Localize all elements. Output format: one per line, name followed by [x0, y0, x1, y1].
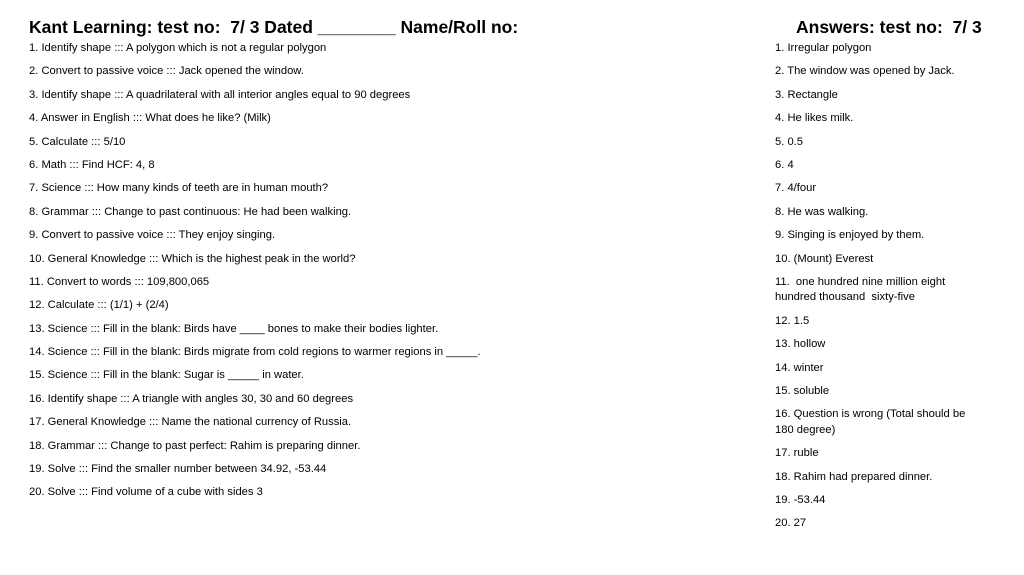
answer-item: 16. Question is wrong (Total should be 180 degree) [775, 408, 969, 436]
answer-item: 9. Singing is enjoyed by them. [775, 229, 925, 242]
answer-item: 12. 1.5 [775, 314, 810, 327]
answer-item: 1. Irregular polygon [775, 42, 872, 54]
question-item: 2. Convert to passive voice ::: Jack opened the window. [29, 65, 304, 78]
question-item: 4. Answer in English ::: What does he like? (Milk) [29, 112, 271, 125]
answer-item: 5. 0.5 [775, 135, 803, 148]
question-item: 15. Science ::: Fill in the blank: Sugar is _____ in water. [29, 369, 304, 382]
question-item: 11. Convert to words ::: 109,800,065 [29, 275, 210, 288]
answer-item: 2. The window was opened by Jack. [775, 65, 955, 78]
answers-list [775, 41, 975, 540]
answer-item: 13. hollow [775, 338, 826, 351]
answer-item: 4. He likes milk. [775, 112, 854, 125]
question-item: 20. Solve ::: Find volume of a cube with sides 3 [29, 486, 263, 499]
question-item: 19. Solve ::: Find the smaller number between 34.92, -53.44 [29, 463, 327, 476]
answer-item: 8. He was walking. [775, 205, 869, 218]
answer-item: 11. one hundred nine million eight hundred thousand sixty-five [775, 275, 949, 304]
answer-item: 19. -53.44 [775, 494, 826, 507]
question-item: 10. General Knowledge ::: Which is the highest peak in the world? [29, 252, 356, 265]
test-title: Kant Learning: test no: 7/ 3 Dated ________ Name/Roll no: [29, 17, 519, 37]
answer-item: 10. (Mount) Everest [775, 252, 874, 265]
question-item: 1. Identify shape ::: A polygon which is not a regular polygon [29, 42, 327, 54]
question-item: 7. Science ::: How many kinds of teeth are in human mouth? [29, 182, 329, 195]
answer-item: 6. 4 [775, 158, 794, 171]
question-item: 14. Science ::: Fill in the blank: Birds migrate from cold regions to warmer regions in _____. [29, 346, 481, 359]
answer-item: 17. ruble [775, 447, 819, 460]
question-item: 9. Convert to passive voice ::: They enjoy singing. [29, 229, 276, 242]
answer-item: 7. 4/four [775, 182, 817, 195]
answer-item: 3. Rectangle [775, 88, 838, 101]
question-item: 17. General Knowledge ::: Name the national currency of Russia. [29, 416, 352, 429]
answer-item: 20. 27 [775, 517, 807, 530]
answers-title: Answers: test no: 7/ 3 [796, 17, 982, 37]
question-item: 5. Calculate ::: 5/10 [29, 135, 126, 148]
question-item: 12. Calculate ::: (1/1) + (2/4) [29, 299, 169, 312]
question-item: 16. Identify shape ::: A triangle with angles 30, 30 and 60 degrees [29, 392, 354, 405]
question-item: 8. Grammar ::: Change to past continuous: He had been walking. [29, 205, 352, 218]
questions-list [29, 41, 749, 509]
question-item: 18. Grammar ::: Change to past perfect: Rahim is preparing dinner. [29, 439, 361, 452]
answer-item: 18. Rahim had prepared dinner. [775, 470, 933, 483]
question-item: 6. Math ::: Find HCF: 4, 8 [29, 158, 155, 171]
answer-item: 15. soluble [775, 384, 830, 397]
question-item: 13. Science ::: Fill in the blank: Birds have ____ bones to make their bodies lighter. [29, 322, 439, 335]
question-item: 3. Identify shape ::: A quadrilateral with all interior angles equal to 90 degrees [29, 88, 411, 101]
answer-item: 14. winter [775, 361, 824, 374]
